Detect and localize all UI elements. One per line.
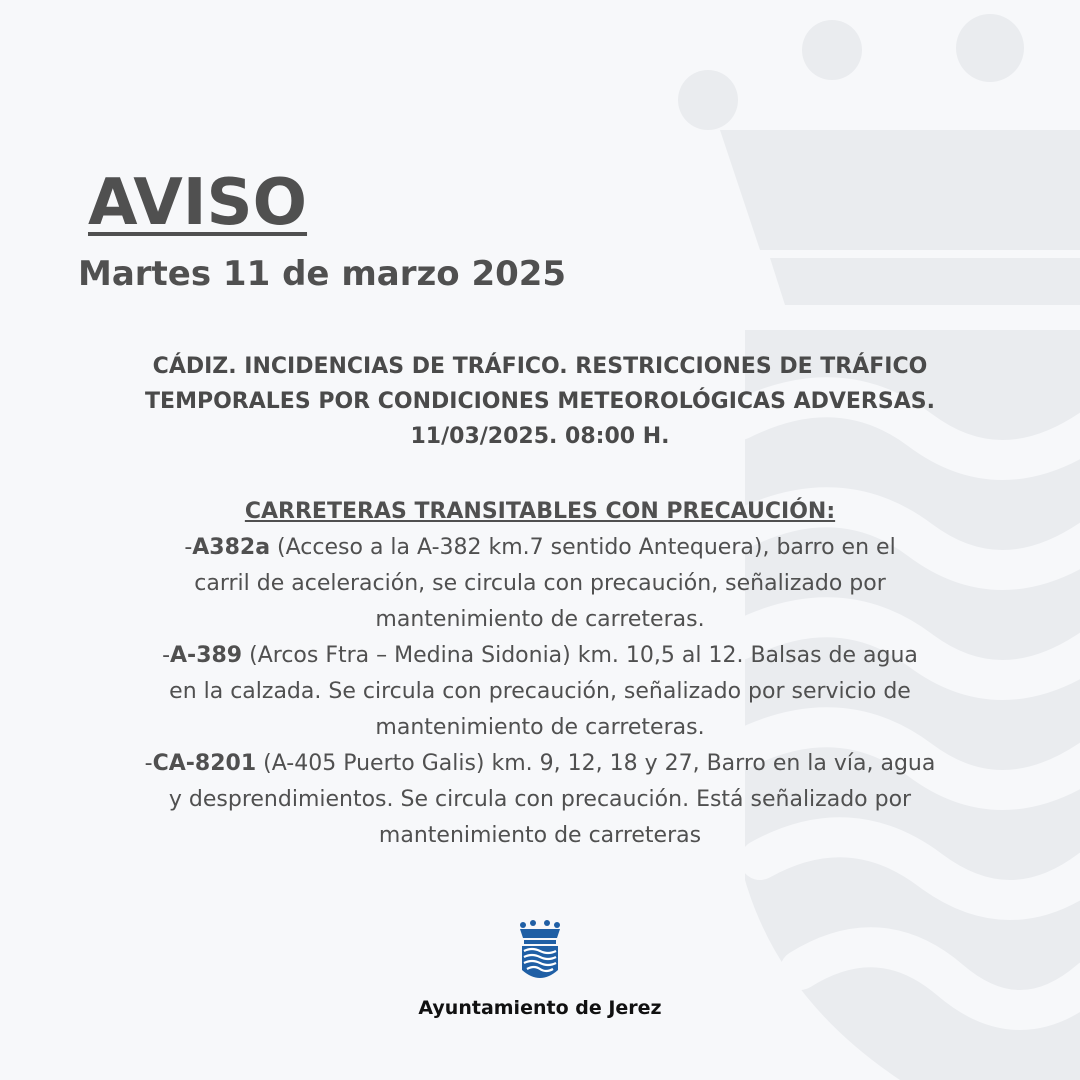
road-description: y desprendimientos. Se circula con precaución. Está señalizado por: [168, 787, 912, 812]
road-description: mantenimiento de carreteras.: [375, 715, 705, 740]
road-item: -A382a (Acceso a la A-382 km.7 sentido Antequera), barro en el carril de aceleración, se circula con precaución, señalizado por mantenimiento de carreteras.: [40, 530, 1040, 638]
road-description: (Arcos Ftra – Medina Sidonia) km. 10,5 al 12. Balsas de agua: [242, 643, 918, 668]
section-title: CARRETERAS TRANSITABLES CON PRECAUCIÓN:: [244, 499, 836, 524]
notice-title: AVISO: [88, 166, 308, 240]
road-code: CA-8201: [152, 751, 257, 776]
notice-body: [40, 494, 1040, 854]
road-description: mantenimiento de carreteras: [378, 823, 702, 848]
notice-date: Martes 11 de marzo 2025: [78, 254, 567, 294]
road-description: mantenimiento de carreteras.: [375, 607, 705, 632]
road-description: (Acceso a la A-382 km.7 sentido Antequera), barro en el: [270, 535, 896, 560]
notice-headline: [60, 349, 1020, 454]
organization-name: Ayuntamiento de Jerez: [418, 997, 662, 1019]
road-description: carril de aceleración, se circula con precaución, señalizado por: [194, 571, 886, 596]
road-code: A382a: [192, 535, 271, 560]
road-description: (A-405 Puerto Galis) km. 9, 12, 18 y 27, Barro en la vía, agua: [256, 751, 936, 776]
road-item: -CA-8201 (A-405 Puerto Galis) km. 9, 12, 18 y 27, Barro en la vía, agua y desprendimientos. Se circula con precaución. Está señalizado por mantenimiento de carreteras: [40, 746, 1040, 854]
road-code: A-389: [170, 643, 243, 668]
headline-line: 11/03/2025. 08:00 H.: [410, 424, 670, 449]
road-item: -A-389 (Arcos Ftra – Medina Sidonia) km. 10,5 al 12. Balsas de agua en la calzada. Se circula con precaución, señalizado por servicio de mantenimiento de carreteras.: [40, 638, 1040, 746]
road-description: en la calzada. Se circula con precaución, señalizado por servicio de: [169, 679, 911, 704]
headline-line: CÁDIZ. INCIDENCIAS DE TRÁFICO. RESTRICCIONES DE TRÁFICO: [152, 354, 928, 379]
headline-line: TEMPORALES POR CONDICIONES METEOROLÓGICAS ADVERSAS.: [145, 389, 935, 414]
jerez-coat-of-arms-icon: [518, 920, 562, 984]
